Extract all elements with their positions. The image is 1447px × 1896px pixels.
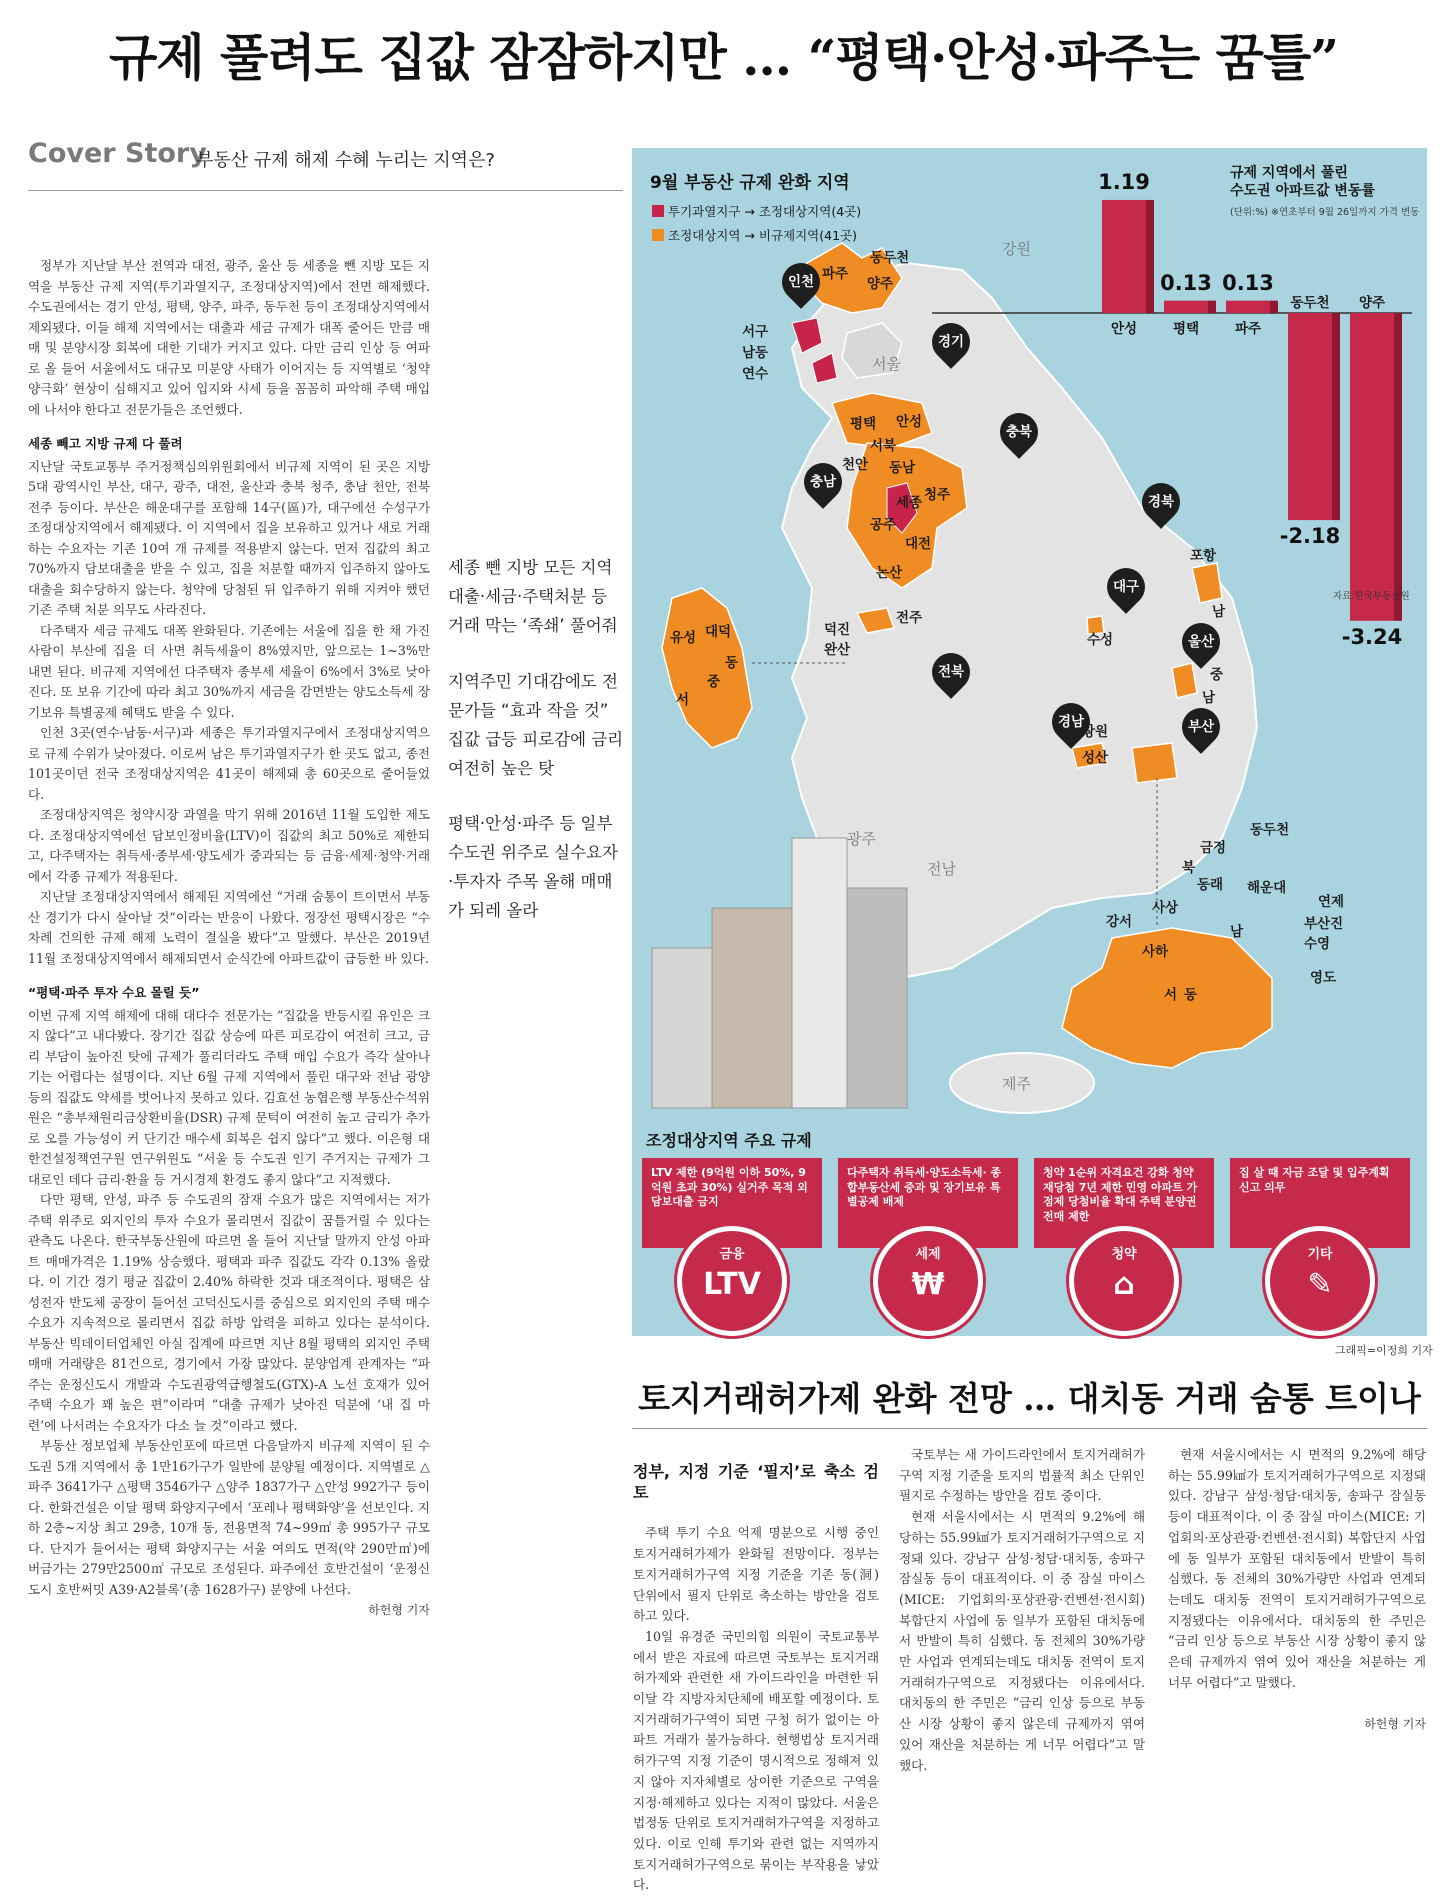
byline: 하헌형 기자 xyxy=(368,1603,430,1617)
legend-item-downgraded xyxy=(652,202,861,220)
map-label: 창원 xyxy=(1082,724,1109,740)
regulation-category: 기타 xyxy=(1307,1247,1333,1262)
busan-label: 사하 xyxy=(1142,944,1169,960)
regulation-category: 세제 xyxy=(915,1247,941,1262)
bar-category-label: 안성 xyxy=(1110,321,1138,337)
sub-article-paragraph: 국토부는 새 가이드라인에서 토지거래허가구역 지정 기준을 토지의 법률적 최소 단위인 필지로 수정하는 방안을 검토 중이다. xyxy=(899,1447,1145,1504)
map-label: 서북 xyxy=(870,438,897,454)
bar-평택 xyxy=(1164,301,1208,313)
sub-rule xyxy=(632,1428,1427,1429)
province-label: 강원 xyxy=(1002,240,1031,258)
map-label: 남 xyxy=(1212,604,1226,620)
article-paragraph: 부동산 정보업체 부동산인포에 따르면 다음달까지 비규제 지역이 된 수도권 5개 지역에서 총 1만16가구가 일반에 분양될 예정이다. 지역별로 △파주 3641가구 △평택 3546가구 △양주 1837가구 △안성 992가구 등이다. 한화건설은 이달 평택 화양지구에서 ‘포레나 평택화양’을 선보인다. 지하 2층~지상 최고 29층, 10개 동, 전용면적 74~99㎡ 총 995가구 규모다. 단지가 들어서는 평택 화양지구는 서울 여의도 면적(약 290만㎡)에 버금가는 279만2500㎡ 규모로 조성된다. 파주에선 호반건설이 ‘운정신도시 호반써밋 A39·A2블록’(총 1628가구) 분양에 나선다. xyxy=(28,1438,430,1597)
map-label: 양주 xyxy=(867,276,894,292)
article-paragraph: 정부가 지난달 부산 전역과 대전, 광주, 울산 등 세종을 뺀 지방 모든 지역을 부동산 규제 지역(투기과열지구, 조정대상지역)에서 전면 해제했다. 수도권에서는 경기 안성, 평택, 양주, 파주, 동두천 등이 조정대상지역에서 제외됐다. 이들 해제 지역에서는 대출과 세금 규제가 대폭 줄어든 만큼 매매 및 분양시장 회복에 대한 기대가 커지고 있다. 다만 금리 인상 등 여파로 올 들어 서울에서도 대규모 미분양 사태가 이어지는 등 지역별로 ‘청약 양극화’ 현상이 심해지고 있어 입지와 시세 등을 꼼꼼히 파악해 주택 매입에 나서야 한다고 전문가들은 조언했다. xyxy=(28,258,430,417)
main-article xyxy=(28,256,430,1621)
map-label: 천안 xyxy=(842,457,869,473)
bar-source: 자료:한국부동산원 xyxy=(1333,591,1410,602)
bar-양주 xyxy=(1350,313,1394,621)
bar-동두천 xyxy=(1288,313,1332,520)
bar-value-label: 0.13 xyxy=(1160,270,1212,295)
bar-value-label: -3.24 xyxy=(1341,624,1403,649)
bar-title-line: 수도권 아파트값 변동률 xyxy=(1230,183,1375,199)
article-subhead: 세종 빼고 지방 규제 다 풀려 xyxy=(28,436,183,451)
regulation-badge xyxy=(677,1226,787,1336)
map-label: 논산 xyxy=(876,565,903,581)
sub-article-paragraph: 주택 투기 수요 억제 명분으로 시행 중인 토지거래허가제가 완화될 전망이다. 정부는 토지거래허가구역 지정 기준을 기존 동(洞) 단위에서 필지 단위로 축소하는 방안을 검토하고 있다. xyxy=(633,1525,879,1624)
sub-article-subhead: 정부, 지정 기준 ‘필지’로 축소 검토 xyxy=(633,1462,879,1502)
sub-article-paragraph: 현재 서울시에서는 시 면적의 9.2%에 해당하는 55.99㎢가 토지거래허가구역으로 지정돼 있다. 강남구 삼성·청담·대치동, 송파구 잠실동 등이 대표적이다. 이 중 잠실 마이스(MICE: 기업회의·포상관광·컨벤션·전시회) 복합단지 사업에 동 일부가 포함된 대치동에서 반발이 특히 심했다. 동 전체의 30%가량만 사업과 연계되는데도 대치동 전역이 토지거래허가구역으로 지정됐다는 이유에서다. 대치동의 한 주민은 “금리 인상 등으로 부동산 시장 상황이 좋지 않은데 규제까지 엮여 있어 재산을 처분하는 게 너무 어렵다”고 말했다. xyxy=(899,1509,1145,1773)
map-label: 평택 xyxy=(850,416,877,432)
bar-chart-title xyxy=(1230,164,1375,200)
sub-article-paragraph: 10일 유경준 국민의힘 의원이 국토교통부에서 받은 자료에 따르면 국토부는 토지거래허가제와 관련한 새 가이드라인을 마련한 뒤 이달 각 지방자치단체에 배포할 예정이다. 토지거래허가구역이 되면 구청 허가 없이는 아파트 거래가 불가능하다. 현행법상 토지거래허가구역 지정 기준이 명시적으로 정해져 있지 않아 지자체별로 상이한 기준으로 구역을 지정·해제하고 있다는 지적이 많았다. 서울은 법정동 단위로 토지거래허가구역을 지정하고 있다. 이로 인해 투기와 관련 없는 지역까지 토지거래허가구역으로 묶이는 부작용을 낳았다. xyxy=(633,1628,879,1893)
legend-title: 9월 부동산 규제 완화 지역 xyxy=(650,173,850,193)
busan-label: 남 xyxy=(1230,924,1244,940)
pin-gyeongnam: 경남 xyxy=(1044,695,1098,749)
bar-chart-note xyxy=(1230,204,1419,218)
busan-label: 금정 xyxy=(1200,840,1227,856)
graphic-credit: 그래픽=이정희 기자 xyxy=(1335,1344,1433,1357)
map-label: 공주 xyxy=(870,517,897,533)
regulation-text: 청약 1순위 자격요건 강화 청약 재당첨 7년 제한 민영 아파트 가점제 당첨비율 확대 주택 분양권 전매 제한 xyxy=(1034,1158,1214,1248)
building xyxy=(847,888,907,1108)
bar-value-label: -2.18 xyxy=(1279,524,1341,549)
map-label: 파주 xyxy=(822,266,849,282)
document-icon: ✎ xyxy=(1307,1267,1333,1302)
map-label: 남 xyxy=(1202,690,1216,706)
article-paragraph: 지난달 조정대상지역에서 해제된 지역에선 “거래 숨통이 트이면서 부동산 경기가 다시 살아날 것”이라는 반응이 나왔다. 정장선 평택시장은 “수차례 건의한 규제 해제 노력이 결실을 봤다”고 말했다. 부산은 2019년 11월 조정대상지역에서 해제되면서 순식간에 아파트값이 급등한 바 있다. xyxy=(28,889,430,966)
pin-busan: 부산 xyxy=(1174,700,1228,754)
map-label: 완산 xyxy=(824,642,851,658)
regulation-category: 청약 xyxy=(1111,1247,1137,1262)
bar-파주 xyxy=(1226,301,1270,313)
busan-label: 사상 xyxy=(1152,900,1179,916)
legend-label: 조정대상지역 → 비규제지역(41곳) xyxy=(668,228,857,243)
province-label: 광주 xyxy=(847,830,876,848)
regulation-title: 조정대상지역 주요 규제 xyxy=(646,1131,812,1150)
sub-headline: 토지거래허가제 완화 전망 … 대치동 거래 숨통 트이나 xyxy=(638,1379,1421,1418)
bar-category-label: 평택 xyxy=(1172,321,1200,337)
pull-quote: 세종 뺀 지방 모든 지역 대출·세금·주택처분 등 거래 막는 ‘족쇄’ 풀어줘 xyxy=(448,558,618,635)
building xyxy=(792,838,847,1108)
legend-swatch xyxy=(652,205,664,217)
map-label: 전주 xyxy=(896,610,923,626)
pin-chungbuk: 충북 xyxy=(992,405,1046,459)
map-label: 청주 xyxy=(924,487,951,503)
busan-label: 동두천 xyxy=(1250,822,1290,838)
map-label: 연수 xyxy=(742,366,769,382)
map-label: 포항 xyxy=(1190,548,1217,564)
map-label: 대덕 xyxy=(705,624,732,640)
map-label: 덕진 xyxy=(824,622,851,638)
map-label: 유성 xyxy=(670,630,697,646)
won-icon: ₩ xyxy=(911,1267,945,1302)
province-label: 제주 xyxy=(1002,1075,1031,1093)
regulation-text: 집 살 때 자금 조달 및 입주계획 신고 의무 xyxy=(1230,1158,1410,1248)
map-label: 대전 xyxy=(905,536,932,552)
sub-article-paragraph: 현재 서울시에서는 시 면적의 9.2%에 해당하는 55.99㎢가 토지거래허가구역으로 지정돼 있다. 강남구 삼성·청담·대치동, 송파구 잠실동 등이 대표적이다. 이 중 잠실 마이스(MICE: 기업회의·포상관광·컨벤션·전시회) 복합단지 사업에 동 일부가 포함된 대치동에서 반발이 특히 심했다. 동 전체의 30%가량만 사업과 연계되는데도 대치동 전역이 토지거래허가구역으로 지정됐다는 이유에서다. 대치동의 한 주민은 “금리 인상 등으로 부동산 시장 상황이 좋지 않은데 규제까지 엮여 있어 재산을 처분하는 게 너무 어렵다”고 말했다. xyxy=(1168,1447,1426,1690)
busan-label: 동 xyxy=(1184,987,1198,1003)
map-label: 서구 xyxy=(742,324,769,340)
bar-note: ※연초부터 9월 26일까지 가격 변동 xyxy=(1271,207,1420,218)
bar-category-label: 파주 xyxy=(1234,321,1262,337)
regulation-category: 금융 xyxy=(719,1247,745,1262)
building xyxy=(712,908,792,1108)
regulation-other xyxy=(1224,1158,1416,1328)
bar-side-평택 xyxy=(1208,301,1216,313)
pin-incheon: 인천 xyxy=(774,255,828,309)
cover-story-label: Cover Story xyxy=(28,138,207,169)
map-label: 중 xyxy=(707,674,721,690)
regulation-subscription xyxy=(1028,1158,1220,1328)
bar-unit: (단위:%) xyxy=(1230,207,1268,218)
regulation-text: LTV 제한 (9억원 이하 50%, 9억원 초과 30%) 실거주 목적 외 담보대출 금지 xyxy=(642,1158,822,1248)
building xyxy=(652,948,712,1108)
pull-quote: 지역주민 기대감에도 전문가들 “효과 작을 것” 집값 급등 피로감에 금리 여전히 높은 탓 xyxy=(448,672,624,778)
legend-label: 투기과열지구 → 조정대상지역(4곳) xyxy=(668,204,862,219)
regulation-tax xyxy=(832,1158,1024,1328)
sub-article-col-2 xyxy=(899,1445,1145,1773)
cover-rule xyxy=(28,190,623,191)
article-paragraph: 인천 3곳(연수·남동·서구)과 세종은 투기과열지구에서 조정대상지역으로 규제 수위가 낮아졌다. 이로써 남은 투기과열지구가 한 곳도 없고, 종전 101곳이던 전국 조정대상지역은 41곳이 해제돼 총 60곳으로 줄어들었다. xyxy=(28,725,430,802)
busan-label: 동래 xyxy=(1197,877,1224,893)
bar-category-label: 동두천 xyxy=(1290,295,1330,311)
busan-label: 서 xyxy=(1164,987,1178,1003)
article-subhead: “평택·파주 투자 수요 몰릴 듯” xyxy=(28,985,200,1000)
pin-ulsan: 울산 xyxy=(1174,615,1228,669)
busan-label: 연제 xyxy=(1318,894,1345,910)
legend-swatch xyxy=(652,229,664,241)
cover-subtitle: 부동산 규제 해제 수혜 누리는 지역은? xyxy=(196,150,495,171)
ulsan-region xyxy=(1172,663,1197,698)
map-label: 수성 xyxy=(1087,632,1114,648)
bar-value-label: 0.13 xyxy=(1222,270,1274,295)
regulation-badge xyxy=(1265,1226,1375,1336)
pin-daegu: 대구 xyxy=(1099,560,1153,614)
pin-jeonbuk: 전북 xyxy=(924,645,978,699)
infographic xyxy=(632,148,1427,1336)
article-paragraph: 지난달 국토교통부 주거정책심의위원회에서 비규제 지역이 된 곳은 지방 5대 광역시인 부산, 대구, 광주, 대전, 울산과 충북 청주, 충남 천안, 전북 전주 등이다. 부산은 해운대구를 포함해 14구(區)가, 대구에선 수성구가 조정대상지역에서 해제됐다. 이 지역에서 집을 보유하고 있거나 새로 거래하는 수요자는 기존 10여 개 규제를 적용받지 않는다. 먼저 집값의 최고 70%까지 담보대출을 받을 수 있고, 집을 처분할 때까지 입주하지 않아도 대출을 회수당하지 않는다. 청약에 당첨된 뒤 입주하기 위해 지켜야 했던 기존 주택 처분 의무도 사라진다. xyxy=(28,458,430,617)
regulation-text: 다주택자 취득세·양도소득세· 종합부동산세 중과 및 장기보유 특별공제 배제 xyxy=(838,1158,1018,1248)
map-label: 세종 xyxy=(896,495,923,511)
map-label: 중 xyxy=(1210,667,1224,683)
map-label: 동두천 xyxy=(870,250,910,266)
legend-item-released xyxy=(652,226,857,244)
bar-title-line: 규제 지역에서 풀린 xyxy=(1230,165,1348,181)
busan-label: 북 xyxy=(1182,860,1196,876)
pin-gyeongbuk: 경북 xyxy=(1134,475,1188,529)
bar-side-양주 xyxy=(1394,313,1402,621)
map-label: 안성 xyxy=(896,414,923,430)
article-paragraph: 다만 평택, 안성, 파주 등 수도권의 잠재 수요가 많은 지역에서는 저가 주택 위주로 외지인의 투자 수요가 몰리면서 집값이 꿈틀거릴 수 있다는 관측도 나온다. 한국부동산원에 따르면 올 들어 지난달 말까지 안성 아파트 매매가격은 1.19% 상승했다. 평택과 파주 집값도 각각 0.13% 올랐다. 이 기간 경기 평균 집값이 2.40% 하락한 것과 대조적이다. 평택은 삼성전자 반도체 공장이 들어선 고덕신도시를 중심으로 외지인의 주택 매수 수요가 지속적으로 몰리면서 집값 하방 압력을 피하고 있다는 분석이다. 부동산 빅데이터업체인 아실 집계에 따르면 지난 8월 평택의 외지인 주택 매매 거래량은 81건으로, 경기에서 가장 많았다. 분양업계 관계자는 “파주는 운정신도시 개발과 수도권광역급행철도(GTX)-A 노선 호재가 있어 주택 수요가 꽤 높은 편”이라며 “대출 규제가 낮아진 덕분에 ‘내 집 마련’에 나서려는 수요자가 다소 늘 것”이라고 했다. xyxy=(28,1192,430,1433)
sub-article-col-1 xyxy=(633,1462,879,1893)
headline: 규제 풀려도 집값 잠잠하지만 … “평택·안성·파주는 꿈틀” xyxy=(108,28,1339,87)
map-label: 서 xyxy=(676,692,690,708)
bar-side-동두천 xyxy=(1332,313,1340,520)
province-label: 전남 xyxy=(927,860,956,878)
house-icon: ⌂ xyxy=(1113,1267,1135,1302)
bar-category-label: 양주 xyxy=(1358,295,1386,311)
daejeon-inset xyxy=(662,588,752,748)
pull-quote: 평택·안성·파주 등 일부 수도권 위주로 실수요자·투자자 주목 올해 매매가 되레 올라 xyxy=(448,814,618,920)
map-label: 성산 xyxy=(1082,750,1109,766)
busan-label: 수영 xyxy=(1304,936,1331,952)
article-paragraph: 이번 규제 지역 해제에 대해 대다수 전문가는 “집값을 반등시킬 유인은 크지 않다”고 내다봤다. 장기간 집값 상승에 따른 피로감이 여전히 크고, 금리 부담이 높아진 탓에 규제가 풀리더라도 주택 매입 수요가 즉각 살아나기는 어렵다는 설명이다. 지난 6월 규제 지역에서 풀린 대구와 전남 광양 등의 집값도 약세를 벗어나지 못하고 있다. 김효선 농협은행 부동산수석위원은 “총부채원리금상환비율(DSR) 규제 문턱이 여전히 높고 금리가 추가로 오를 가능성이 커 단기간 매수세 회복은 쉽지 않다”고 했다. 이은형 대한건설정책연구원 연구위원도 “서울 등 수도권 인기 주거지는 규제가 그대로인 데다 금리·환율 등 거시경제 환경도 좋지 않다”고 지적했다. xyxy=(28,1007,430,1187)
article-paragraph: 조정대상지역은 청약시장 과열을 막기 위해 2016년 11월 도입한 제도다. 조정대상지역에선 담보인정비율(LTV)이 집값의 최고 50%로 제한되고, 다주택자는 취득세·종부세·양도세가 중과되는 등 금융·세제·청약·거래에서 각종 규제가 적용된다. xyxy=(28,807,430,884)
regulation-badge xyxy=(873,1226,983,1336)
busan-label: 부산진 xyxy=(1304,916,1344,932)
map-label: 동남 xyxy=(889,460,916,476)
busan-label: 영도 xyxy=(1310,970,1337,986)
pin-chungnam: 충남 xyxy=(796,455,850,509)
busan-label: 해운대 xyxy=(1247,880,1287,896)
busan-small xyxy=(1132,743,1177,783)
sub-article-col-3 xyxy=(1168,1445,1426,1720)
map-label: 남동 xyxy=(742,345,769,361)
province-label: 서울 xyxy=(872,355,901,373)
regulation-badge xyxy=(1069,1226,1179,1336)
bar-value-label: 1.19 xyxy=(1098,169,1150,194)
article-paragraph: 다주택자 세금 규제도 대폭 완화된다. 기존에는 서울에 집을 한 채 가진 사람이 부산에 집을 더 사면 취득세율이 8%였지만, 앞으로는 1~3%만 내면 된다. 비규제 지역에선 다주택자 종부세 세율이 6%에서 3%로 낮아진다. 또 보유 기간에 따라 최고 30%까지 세금을 감면받는 양도소득세 장기보유 특별공제 혜택도 받을 수 있다. xyxy=(28,622,430,720)
busan-label: 강서 xyxy=(1106,914,1133,930)
ltv-icon: LTV xyxy=(703,1267,761,1302)
sub-byline: 하헌형 기자 xyxy=(1364,1717,1426,1731)
pin-gyeonggi: 경기 xyxy=(924,315,978,369)
bar-side-안성 xyxy=(1146,200,1154,313)
bar-안성 xyxy=(1102,200,1146,313)
map-label: 동 xyxy=(725,655,739,671)
regulation-finance xyxy=(636,1158,828,1328)
